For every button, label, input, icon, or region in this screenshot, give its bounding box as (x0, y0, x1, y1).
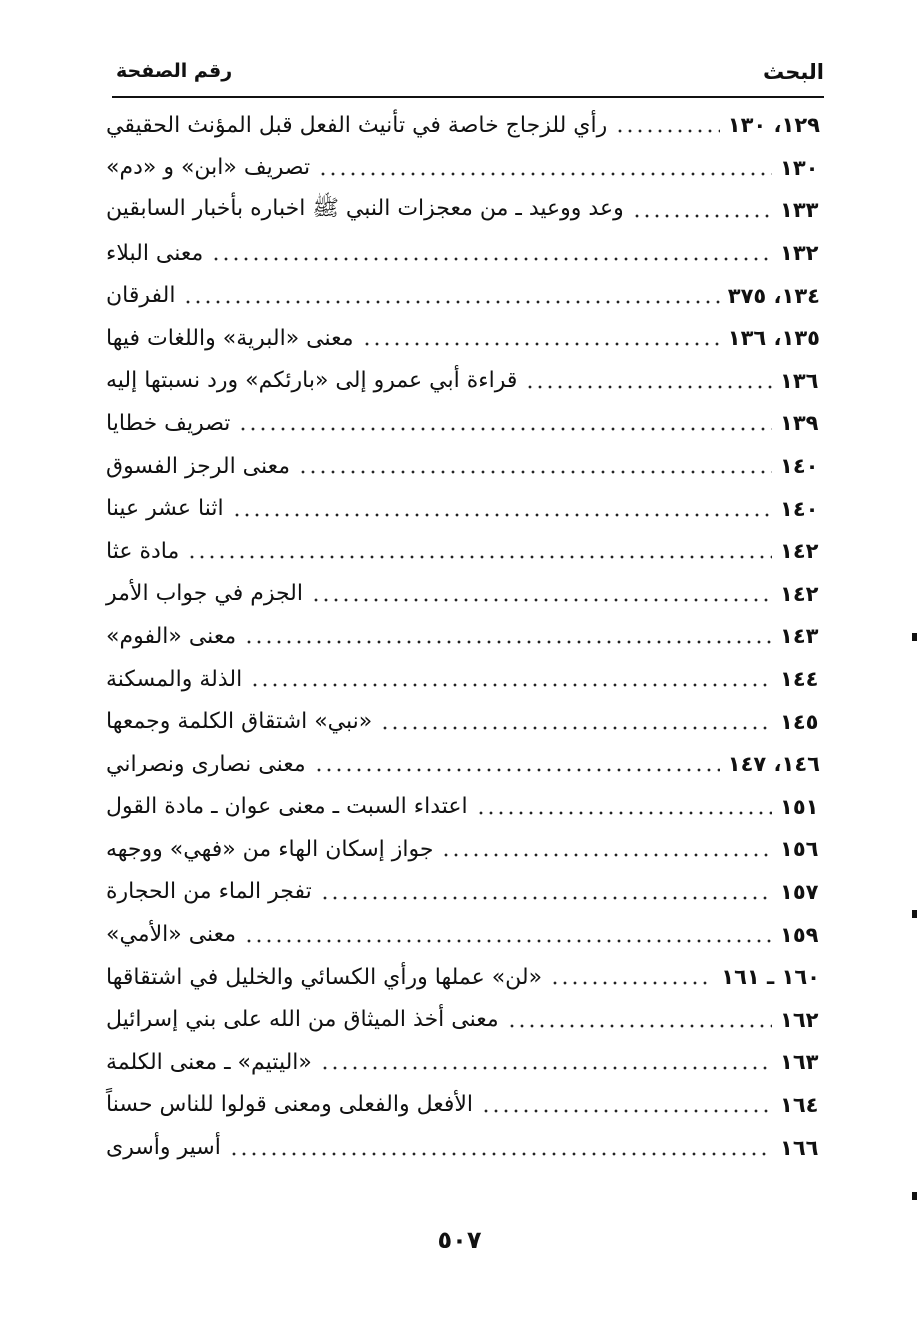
entry-title: رأي للزجاج خاصة في تأنيث الفعل قبل المؤنث الحقيقي (106, 112, 608, 138)
dot-leader (311, 598, 772, 602)
entry-title: تصريف «ابن» و «دم» (106, 155, 311, 181)
dot-leader (298, 470, 772, 474)
dot-leader (314, 768, 720, 772)
entry-page-numbers: ١٣٤، ٣٧٥ (727, 283, 820, 308)
entry-page-numbers: ١٥٩ (780, 922, 819, 947)
toc-entry (100, 1041, 824, 1084)
entry-title: معنى الرجز الفسوق (106, 453, 291, 479)
entry-page-numbers: ١٣٩ (780, 411, 819, 436)
entry-page-numbers: ١٤٤ (780, 667, 819, 692)
dot-leader (525, 385, 772, 389)
dot-leader (550, 981, 713, 985)
dot-leader (481, 1109, 772, 1113)
entry-title: تصريف خطايا (106, 410, 231, 436)
entry-page-numbers: ١٣٦ (780, 368, 819, 393)
entry-title: الفرقان (106, 283, 176, 309)
dot-leader (320, 1066, 772, 1070)
entry-page-numbers: ١٣٠ (780, 155, 819, 180)
entry-page-numbers: ١٢٩، ١٣٠ (727, 113, 820, 138)
toc-entry (100, 828, 824, 871)
entry-page-numbers: ١٣٥، ١٣٦ (727, 326, 820, 351)
entry-page-numbers: ١٤٢ (780, 539, 819, 564)
entry-page-numbers: ١٤٥ (780, 709, 819, 734)
toc-entry (100, 530, 824, 573)
toc-entry (100, 658, 824, 701)
page-number: ٥٠٧ (437, 1226, 482, 1254)
toc-entry (100, 573, 824, 616)
entry-page-numbers: ١٦٦ (780, 1135, 819, 1160)
entry-page-numbers: ١٦٢ (780, 1007, 819, 1032)
scan-edge-mark (912, 910, 917, 918)
entry-title: «نبي» اشتقاق الكلمة وجمعها (106, 709, 373, 735)
table-of-contents (100, 104, 824, 1169)
dot-leader (320, 896, 772, 900)
toc-entry (100, 998, 824, 1041)
entry-title: اعتداء السبت ـ معنى عوان ـ مادة القول (106, 794, 468, 820)
entry-title: معنى البلاء (106, 240, 204, 266)
toc-entry (100, 360, 824, 403)
entry-page-numbers: ١٤٢ (780, 581, 819, 606)
toc-entry (100, 402, 824, 445)
entry-title: الجزم في جواب الأمر (106, 581, 303, 607)
entry-title: مادة عثا (106, 538, 180, 564)
entry-title: معنى «الفوم» (106, 623, 237, 649)
dot-leader (615, 129, 720, 133)
dot-leader (632, 214, 772, 218)
dot-leader (507, 1024, 772, 1028)
dot-leader (229, 1152, 772, 1156)
dot-leader (362, 342, 720, 346)
entry-title: الأفعل والفعلى ومعنى قولوا للناس حسناً (106, 1092, 474, 1118)
entry-title: جواز إسكان الهاء من «فهي» ووجهه (106, 836, 434, 862)
entry-title: قراءة أبي عمرو إلى «بارئكم» ورد نسبتها إليه (106, 368, 518, 394)
toc-entry (100, 104, 824, 147)
dot-leader (441, 853, 772, 857)
entry-title: «اليتيم» ـ معنى الكلمة (106, 1049, 312, 1075)
toc-entry (100, 1084, 824, 1127)
toc-entry (100, 1126, 824, 1169)
entry-title: اثنا عشر عينا (106, 496, 224, 522)
entry-page-numbers: ١٤٦، ١٤٧ (727, 752, 820, 777)
toc-entry (100, 232, 824, 275)
toc-entry (100, 147, 824, 190)
dot-leader (187, 555, 772, 559)
toc-entry (100, 615, 824, 658)
toc-entry (100, 913, 824, 956)
entry-title: وعد ووعيد ـ من معجزات النبي ﷺ اخباره بأخبار السابقين (106, 196, 624, 222)
toc-entry (100, 786, 824, 829)
dot-leader (318, 172, 772, 176)
entry-title: معنى أخذ الميثاق من الله على بني إسرائيل (106, 1007, 499, 1033)
entry-title: معنى نصارى ونصراني (106, 751, 306, 777)
toc-entry (100, 871, 824, 914)
topic-column-label: البحث (762, 60, 824, 84)
toc-entry (100, 487, 824, 530)
scan-edge-mark (912, 633, 917, 641)
dot-leader (244, 640, 772, 644)
toc-entry (100, 445, 824, 488)
toc-entry (100, 317, 824, 360)
dot-leader (244, 939, 772, 943)
dot-leader (380, 726, 772, 730)
entry-page-numbers: ١٤٠ (780, 496, 819, 521)
dot-leader (476, 811, 772, 815)
entry-title: «لن» عملها ورأي الكسائي والخليل في اشتقاقها (106, 964, 543, 990)
toc-entry (100, 700, 824, 743)
entry-page-numbers: ١٣٣ (780, 198, 819, 223)
entry-page-numbers: ١٥٦ (780, 837, 819, 862)
entry-page-numbers: ١٥٧ (780, 879, 819, 904)
entry-title: معنى «البرية» واللغات فيها (106, 325, 354, 351)
toc-entry (100, 956, 824, 999)
toc-entry (100, 189, 824, 232)
entry-page-numbers: ١٦٤ (780, 1092, 819, 1117)
entry-title: تفجر الماء من الحجارة (106, 879, 312, 905)
entry-page-numbers: ١٤٣ (780, 624, 819, 649)
entry-page-numbers: ١٥١ (780, 794, 819, 819)
dot-leader (211, 257, 772, 261)
scan-edge-mark (912, 1192, 917, 1200)
toc-entry (100, 743, 824, 786)
entry-page-numbers: ١٣٢ (780, 241, 819, 266)
entry-title: أسير وأسرى (106, 1135, 221, 1161)
entry-page-numbers: ١٤٠ (780, 454, 819, 479)
table-header (112, 58, 824, 98)
entry-title: معنى «الأمي» (106, 922, 237, 948)
page-column-label: رقم الصفحة (116, 60, 233, 82)
dot-leader (183, 300, 719, 304)
dot-leader (250, 683, 772, 687)
entry-page-numbers: ١٦٠ ـ ١٦١ (721, 965, 820, 990)
entry-page-numbers: ١٦٣ (780, 1050, 819, 1075)
dot-leader (238, 427, 772, 431)
entry-title: الذلة والمسكنة (106, 666, 243, 692)
dot-leader (232, 513, 772, 517)
toc-entry (100, 274, 824, 317)
